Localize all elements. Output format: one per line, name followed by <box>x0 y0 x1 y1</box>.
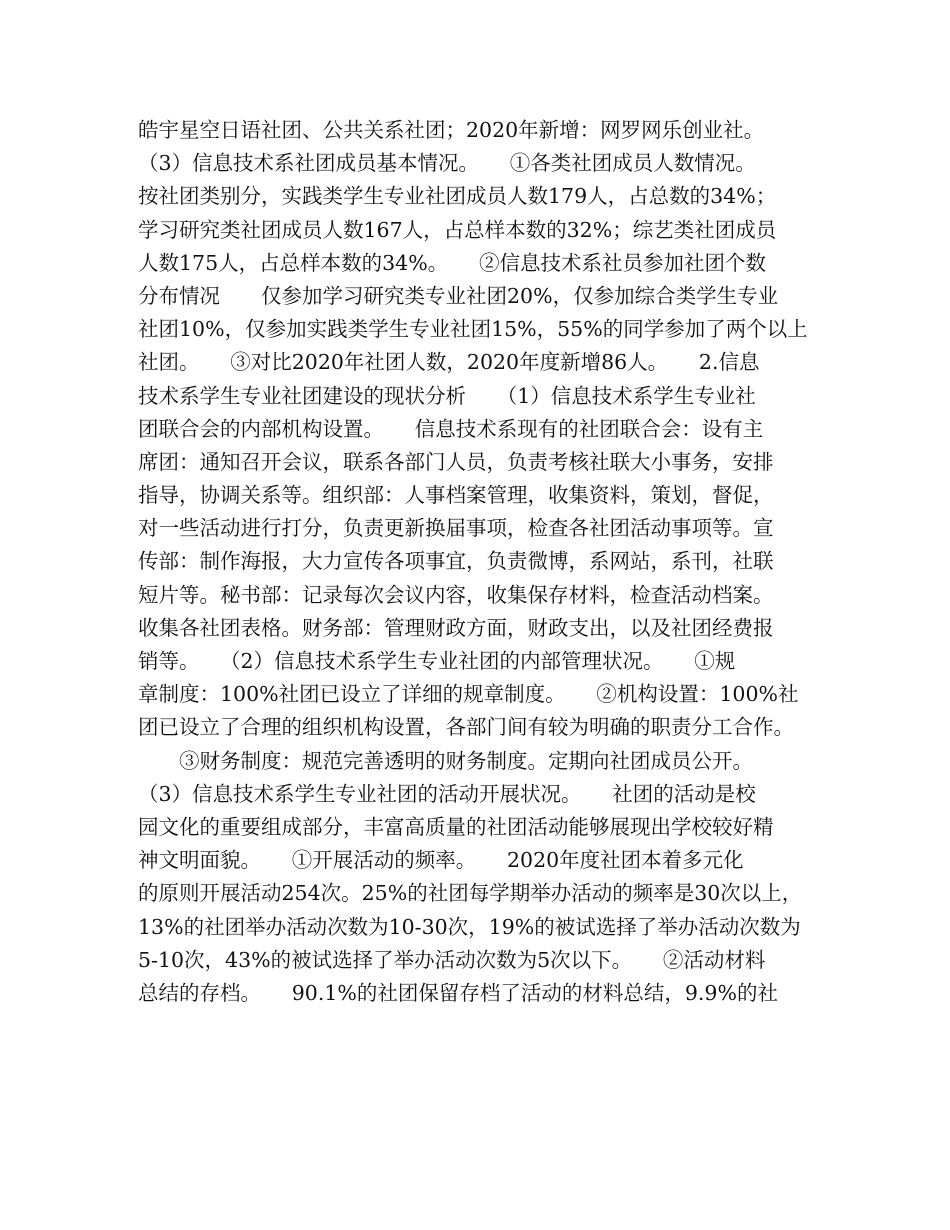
text-line: 收集各社团表格。财务部：管理财政方面，财政支出，以及社团经费报 <box>138 615 774 640</box>
text-line: 社团。 ③对比2020年社团人数，2020年度新增86人。 2.信息 <box>138 350 760 375</box>
text-line: （3）信息技术系学生专业社团的活动开展状况。 社团的活动是校 <box>138 781 756 806</box>
text-line: 神文明面貌。 ①开展活动的频率。 2020年度社团本着多元化 <box>138 848 744 873</box>
text-line: 团已设立了合理的组织机构设置，各部门间有较为明确的职责分工合作。 <box>138 715 794 740</box>
text-line: 13%的社团举办活动次数为10-30次，19%的被试选择了举办活动次数为 <box>138 914 801 939</box>
text-line: 人数175人，占总样本数的34%。 ②信息技术系社员参加社团个数 <box>138 250 766 275</box>
text-line: 按社团类别分，实践类学生专业社团成员人数179人，占总数的34%； <box>138 184 777 209</box>
text-line: 章制度：100%社团已设立了详细的规章制度。 ②机构设置：100%社 <box>138 682 799 707</box>
text-line: 席团：通知召开会议，联系各部门人员，负责考核社联大小事务，安排 <box>138 449 774 474</box>
text-line: （3）信息技术系社团成员基本情况。 ①各类社团成员人数情况。 <box>138 151 756 176</box>
text-line: 指导，协调关系等。组织部：人事档案管理，收集资料，策划，督促， <box>138 483 774 508</box>
text-line: 对一些活动进行打分，负责更新换届事项，检查各社团活动事项等。宣 <box>138 516 774 541</box>
text-line: 团联合会的内部机构设置。 信息技术系现有的社团联合会：设有主 <box>138 416 764 441</box>
text-line: ③财务制度：规范完善透明的财务制度。定期向社团成员公开。 <box>138 748 753 773</box>
text-line: 总结的存档。 90.1%的社团保留存档了活动的材料总结，9.9%的社 <box>138 980 778 1005</box>
text-line: 社团10%，仅参加实践类学生专业社团15%，55%的同学参加了两个以上 <box>138 317 808 342</box>
body-text <box>138 114 838 1010</box>
text-line: 5-10次，43%的被试选择了举办活动次数为5次以下。 ②活动材料 <box>138 947 766 972</box>
text-line: 传部：制作海报，大力宣传各项事宜，负责微博，系网站，系刊，社联 <box>138 549 774 574</box>
text-line: 技术系学生专业社团建设的现状分析 （1）信息技术系学生专业社 <box>138 383 756 408</box>
text-line: 销等。 （2）信息技术系学生专业社团的内部管理状况。 ①规 <box>138 649 736 673</box>
text-line: 学习研究类社团成员人数167人，占总样本数的32%；综艺类社团成员 <box>138 217 777 242</box>
text-line: 的原则开展活动254次。25%的社团每学期举办活动的频率是30次以上， <box>138 881 803 906</box>
text-line: 分布情况 仅参加学习研究类专业社团20%，仅参加综合类学生专业 <box>138 283 779 308</box>
text-line: 短片等。秘书部：记录每次会议内容，收集保存材料，检查活动档案。 <box>138 582 774 607</box>
text-line: 皓宇星空日语社团、公共关系社团；2020年新增：网罗网乐创业社。 <box>138 118 765 142</box>
text-line: 园文化的重要组成部分，丰富高质量的社团活动能够展现出学校较好精 <box>138 814 774 839</box>
